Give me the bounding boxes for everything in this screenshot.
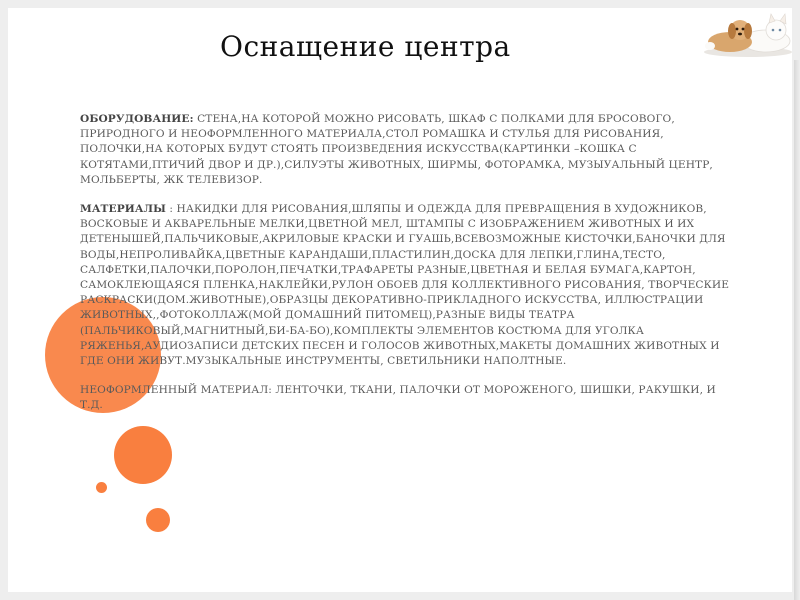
unformed-text: НЕОФОРМЛЕННЫЙ МАТЕРИАЛ: ЛЕНТОЧКИ, ТКАНИ, ПАЛОЧКИ ОТ МОРОЖЕНОГО, ШИШКИ, РАКУШКИ, И Т.Д. bbox=[80, 384, 716, 412]
decorative-circle-small bbox=[146, 508, 170, 532]
materials-label: МАТЕРИАЛЫ bbox=[80, 203, 166, 216]
materials-paragraph bbox=[80, 202, 740, 369]
slide-body bbox=[80, 112, 740, 428]
pets-illustration-icon bbox=[700, 8, 796, 58]
equipment-label: ОБОРУДОВАНИЕ: bbox=[80, 113, 194, 125]
materials-text: : НАКИДКИ ДЛЯ РИСОВАНИЯ,ШЛЯПЫ И ОДЕЖДА ДЛЯ ПРЕВРАЩЕНИЯ В ХУДОЖНИКОВ, ВОСКОВЫЕ И АКВАРЕЛЬНЫЕ МЕЛКИ,ЦВЕТНОЙ МЕЛ, ШТАМПЫ С ИЗОБРАЖЕНИЕМ ЖИВОТНЫХ И ИХ ДЕТЕНЫШЕЙ,ПАЛЬЧИКОВЫЕ,АКРИЛОВЫЕ КРАСКИ И ГУАШЬ,ВСЕВОЗМОЖНЫЕ КИСТОЧКИ,БАНОЧКИ ДЛЯ ВОДЫ,НЕПРОЛИВАЙКА,ЦВЕТНЫЕ КАРАНДАШИ,ПЛАСТИЛИН,ДОСКА ДЛЯ ЛЕПКИ,ГЛИНА,ТЕСТО, САЛФЕТКИ,ПАЛОЧКИ,ПОРОЛОН,ПЕЧАТКИ,ТРАФАРЕТЫ РАЗНЫЕ,ЦВЕТНАЯ И БЕЛАЯ БУМАГА,КАРТОН, САМОКЛЕЮЩАЯСЯ ПЛЕНКА,НАКЛЕЙКИ,РУЛОН ОБОЕВ ДЛЯ КОЛЛЕКТИВНОГО РИСОВАНИЯ, ТВОРЧЕСКИЕ РАСКРАСКИ(ДОМ.ЖИВОТНЫЕ),ОБРАЗЦЫ ДЕКОРАТИВНО-ПРИКЛАДНОГО ИСКУССТВА, ИЛЛЮСТРАЦИИ ЖИВОТНЫХ,,ФОТОКОЛЛАЖ(МОЙ ДОМАШНИЙ ПИТОМЕЦ),РАЗНЫЕ ВИДЫ ТЕАТРА (ПАЛЬЧИКОВЫЙ,МАГНИТНЫЙ,БИ-БА-БО),КОМПЛЕКТЫ ЭЛЕМЕНТОВ КОСТЮМА ДЛЯ УГОЛКА РЯЖЕНЬЯ,АУДИОЗАПИСИ ДЕТСКИХ ПЕСЕН И ГОЛОСОВ ЖИВОТНЫХ,МАКЕТЫ ДОМАШНИХ ЖИВОТНЫХ И ГДЕ ОНИ ЖИВУТ.МУЗЫКАЛЬНЫЕ ИНСТРУМЕНТЫ, СВЕТИЛЬНИКИ НАПОЛТНЫЕ. bbox=[80, 203, 730, 368]
decorative-circle-tiny bbox=[96, 482, 107, 493]
puppy-and-kitten-image bbox=[700, 8, 796, 58]
decorative-circle-medium bbox=[114, 426, 172, 484]
slide-title: Оснащение центра bbox=[220, 30, 511, 63]
right-edge-stripe bbox=[794, 60, 800, 600]
equipment-paragraph bbox=[80, 112, 740, 188]
unformed-paragraph bbox=[80, 383, 740, 413]
equipment-text: СТЕНА,НА КОТОРОЙ МОЖНО РИСОВАТЬ, ШКАФ С ПОЛКАМИ ДЛЯ БРОСОВОГО, ПРИРОДНОГО И НЕОФОРМЛЕННОГО МАТЕРИАЛА,СТОЛ РОМАШКА И СТУЛЬЯ ДЛЯ РИСОВАНИЯ, ПОЛОЧКИ,НА КОТОРЫХ БУДУТ СТОЯТЬ ПРОИЗВЕДЕНИЯ ИСКУССТВА(КАРТИНКИ –КОШКА С КОТЯТАМИ,ПТИЧИЙ ДВОР И ДР.),СИЛУЭТЫ ЖИВОТНЫХ, ШИРМЫ, ФОТОРАМКА, МУЗЫУАЛЬНЫЙ ЦЕНТР, МОЛЬБЕРТЫ, ЖК ТЕЛЕВИЗОР. bbox=[80, 113, 713, 186]
